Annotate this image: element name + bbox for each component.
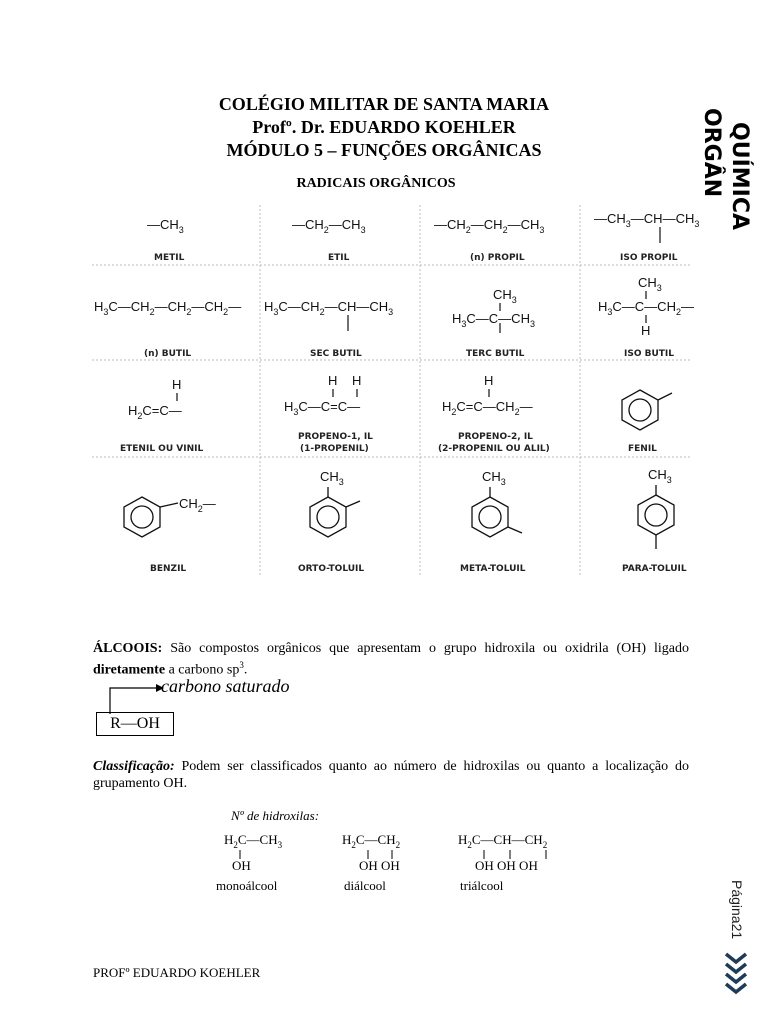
- radical-meta-toluil: [460, 469, 526, 574]
- classificacao-title: Classificação:: [93, 759, 175, 774]
- svg-text:CH2—: $CH_2—$: [179, 496, 216, 514]
- label-fenil: FENIL: [628, 444, 657, 454]
- roh-formula: R—OH: [96, 712, 174, 736]
- svg-text:OH: OH: [232, 858, 251, 873]
- svg-text:—CH3—CH—CH3: $—CH_3—CH—CH_3$: [594, 211, 700, 229]
- svg-text:CH3: $CH_3$: [320, 469, 344, 487]
- label-etenil: ETENIL OU VINIL: [120, 444, 204, 454]
- label-propeno2-alt: (2-PROPENIL OU ALIL): [438, 444, 550, 454]
- classificacao-paragraph: [93, 758, 689, 792]
- chevron-down-icon: [722, 950, 750, 998]
- svg-text:H3C—C—CH2—: $H_3C—C—CH_2—$: [598, 299, 694, 317]
- section-title: RADICAIS ORGÂNICOS: [296, 176, 456, 191]
- radical-secbutil: [264, 299, 393, 359]
- label-benzil: BENZIL: [150, 564, 187, 574]
- alcools-text2: a carbono sp: [165, 662, 240, 678]
- radical-isopropil: [594, 211, 699, 263]
- svg-text:OH OH: OH OH: [359, 858, 400, 873]
- professor-name: Profº. Dr. EDUARDO KOEHLER: [252, 117, 516, 137]
- svg-text:H2C—CH3: $H_2C—CH_3$: [224, 832, 283, 850]
- side-title-quimica: QUÍMICA: [727, 122, 752, 231]
- label-meta-toluil: META-TOLUIL: [460, 564, 526, 574]
- label-para-toluil: PARA-TOLUIL: [622, 564, 687, 574]
- svg-text:H: H: [641, 323, 651, 338]
- alcools-title: ÁLCOOIS:: [93, 641, 163, 656]
- svg-text:CH3: $CH_3$: [493, 287, 517, 305]
- radical-fenil: [622, 390, 672, 454]
- page-number: Página21: [729, 880, 745, 940]
- label-butil: (n) BUTIL: [144, 349, 192, 359]
- svg-text:H3C—CH2—CH2—CH2—: $H_3C—CH_2—CH_2—CH_2—$: [94, 299, 242, 317]
- svg-text:H2C=C—: $H_2C=C—$: [128, 403, 182, 421]
- svg-text:—CH2—CH2—CH3: $—CH_2—CH_2—CH_3$: [434, 217, 545, 235]
- label-secbutil: SEC BUTIL: [310, 349, 362, 359]
- monoalcool-label: monoálcool: [216, 878, 278, 893]
- radical-propeno2: [438, 373, 550, 454]
- radical-etil: [292, 217, 366, 263]
- svg-text:CH3: $CH_3$: [648, 467, 672, 485]
- module-title: MÓDULO 5 – FUNÇÕES ORGÂNICAS: [226, 140, 542, 160]
- svg-text:OH OH OH: OH OH OH: [475, 858, 538, 873]
- label-propeno1-alt: (1-PROPENIL): [300, 444, 369, 454]
- radical-para-toluil: [622, 467, 687, 574]
- svg-text:—CH3: $—CH_3$: [147, 217, 184, 235]
- label-orto-toluil: ORTO-TOLUIL: [298, 564, 365, 574]
- side-title: [698, 108, 758, 250]
- school-name: COLÉGIO MILITAR DE SANTA MARIA: [218, 94, 550, 114]
- svg-text:H3C—C=C—: $H_3C—C=C—$: [284, 399, 361, 417]
- svg-text:CH3: $CH_3$: [482, 469, 506, 487]
- alcools-sup: 3: [239, 660, 244, 670]
- svg-text:H: H: [328, 373, 338, 388]
- radical-tercbutil: [452, 287, 535, 359]
- trialcool-label: triálcool: [460, 878, 504, 893]
- svg-text:CH3: $CH_3$: [638, 275, 662, 293]
- label-isopropil: ISO PROPIL: [620, 253, 678, 263]
- radical-etenil: [120, 377, 203, 454]
- radical-orto-toluil: [298, 469, 364, 574]
- radicals-grid: [92, 205, 700, 577]
- monoalcool-formula: [224, 832, 283, 873]
- alcools-emph: diretamente: [93, 662, 166, 678]
- svg-text:H: H: [484, 373, 494, 388]
- radical-benzil: [124, 496, 216, 574]
- alcools-definition: [93, 640, 689, 679]
- side-title-organica: ORGÂN: [699, 108, 724, 198]
- label-propil: (n) PROPIL: [470, 253, 525, 263]
- radical-metil: [147, 217, 185, 263]
- alcools-text1: São compostos orgânicos que apresentam o grupo hidroxila ou oxidrila (OH) ligado: [162, 641, 689, 656]
- label-propeno2: PROPENO-2, IL: [458, 432, 533, 442]
- label-metil: METIL: [154, 253, 185, 263]
- alcools-text3: .: [243, 662, 248, 678]
- carbono-saturado-label: carbono saturado: [161, 676, 290, 696]
- radical-isobutil: [598, 275, 694, 359]
- classificacao-text: Podem ser classificados quanto ao número de hidroxilas ou quanto a localização do grupamento OH.: [93, 759, 689, 791]
- label-propeno1: PROPENO-1, IL: [298, 432, 373, 442]
- trialcool-formula: [458, 832, 547, 873]
- svg-text:H3C—CH2—CH—CH3: $H_3C—CH_2—CH—CH_3$: [264, 299, 394, 317]
- svg-text:—CH2—CH3: $—CH_2—CH_3$: [292, 217, 366, 235]
- dialcool-label: diálcool: [344, 878, 386, 893]
- svg-text:H2C—CH2: $H_2C—CH_2$: [342, 832, 401, 850]
- label-etil: ETIL: [328, 253, 350, 263]
- n-hidroxilas-label: Nº de hidroxilas:: [231, 808, 320, 823]
- radical-propil: [434, 217, 544, 263]
- svg-text:H: H: [352, 373, 362, 388]
- footer-author: PROFº EDUARDO KOEHLER: [93, 965, 261, 980]
- svg-text:H2C—CH—CH2: $H_2C—CH—CH_2$: [458, 832, 548, 850]
- label-tercbutil: TERC BUTIL: [466, 349, 525, 359]
- label-isobutil: ISO BUTIL: [624, 349, 675, 359]
- radical-propeno1: [284, 373, 373, 454]
- svg-text:H2C=C—CH2—: $H_2C=C—CH_2—$: [442, 399, 533, 417]
- svg-text:H: H: [172, 377, 182, 392]
- radical-butil: [94, 299, 241, 359]
- svg-text:H3C—C—CH3: $H_3C—C—CH_3$: [452, 311, 535, 329]
- dialcool-formula: [342, 832, 400, 873]
